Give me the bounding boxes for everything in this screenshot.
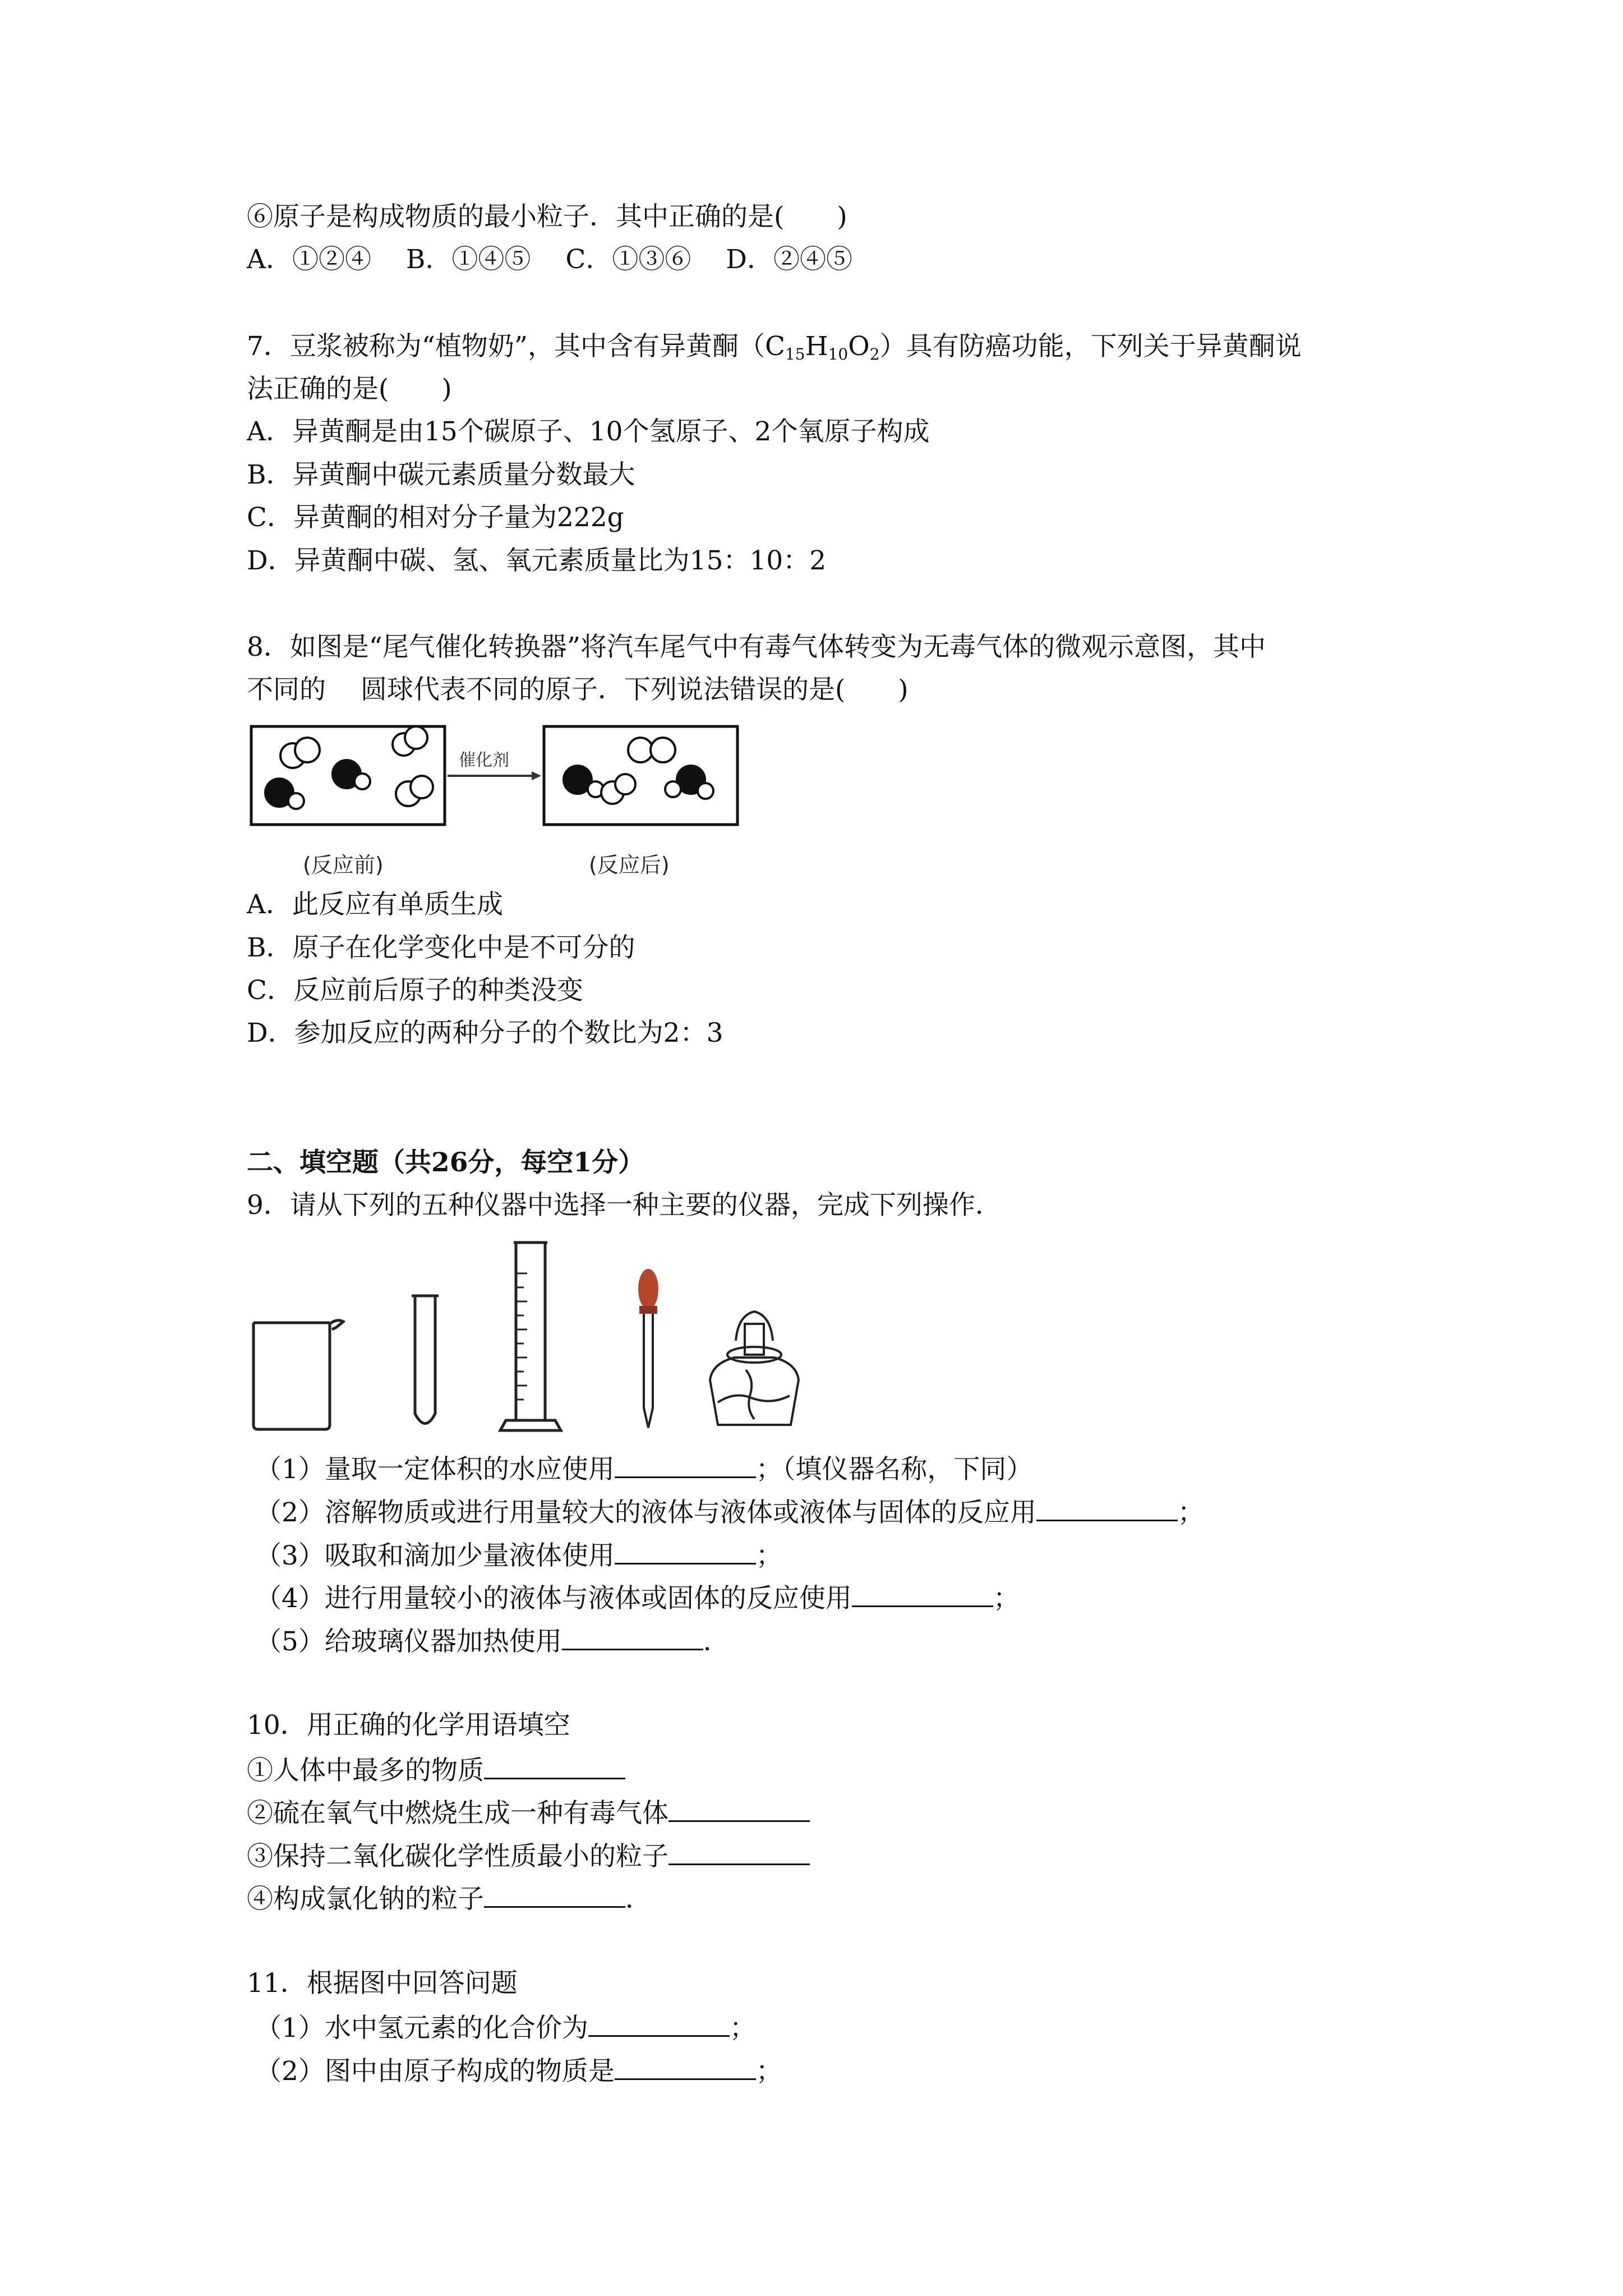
q9-item-3: （3）吸取和滴加少量液体使用 ； xyxy=(255,1537,782,1573)
answer-blank[interactable] xyxy=(668,1795,810,1822)
q10-item-1: ①人体中最多的物质 xyxy=(247,1752,625,1788)
answer-blank[interactable] xyxy=(1036,1494,1178,1521)
answer-blank[interactable] xyxy=(615,2053,756,2080)
q6-options: A．①②④ B．①④⑤ C．①③⑥ D．②④⑤ xyxy=(247,244,852,275)
o2-molecule xyxy=(601,774,635,804)
alcohol-lamp-icon xyxy=(710,1312,799,1425)
q10-item-3: ③保持二氧化碳化学性质最小的粒子 xyxy=(247,1838,810,1874)
co2-molecule xyxy=(564,766,603,797)
q7-option-a: A．异黄酮是由15个碳原子、10个氢原子、2个氧原子构成 xyxy=(247,416,930,447)
o2-molecule xyxy=(393,726,427,756)
q10-item-2: ②硫在氧气中燃烧生成一种有毒气体 xyxy=(247,1795,810,1830)
answer-blank[interactable] xyxy=(562,1623,703,1650)
q11-stem: 11．根据图中回答问题 xyxy=(247,1968,518,1999)
co-molecule xyxy=(265,779,304,809)
instruments-illustration xyxy=(247,1240,808,1436)
section-heading: 二、填空题（共26分，每空1分） xyxy=(247,1147,645,1178)
answer-blank[interactable] xyxy=(852,1580,993,1607)
graduated-cylinder-icon xyxy=(500,1243,561,1430)
q10-stem: 10．用正确的化学用语填空 xyxy=(247,1710,570,1741)
q7-option-d: D．异黄酮中碳、氢、氧元素质量比为15：10：2 xyxy=(247,545,827,576)
q6-statement-6: ⑥原子是构成物质的最小粒子．其中正确的是( ) xyxy=(247,201,847,232)
q8-option-c: C．反应前后原子的种类没变 xyxy=(247,975,583,1006)
co-molecule xyxy=(333,760,370,789)
reaction-diagram xyxy=(247,721,751,884)
q8-option-b: B．原子在化学变化中是不可分的 xyxy=(247,932,635,963)
q8-option-d: D．参加反应的两种分子的个数比为2：3 xyxy=(247,1018,723,1048)
answer-blank[interactable] xyxy=(615,1451,756,1478)
answer-blank[interactable] xyxy=(588,2009,730,2037)
answer-blank[interactable] xyxy=(484,1880,625,1908)
answer-blank[interactable] xyxy=(668,1838,810,1865)
q9-stem: 9．请从下列的五种仪器中选择一种主要的仪器，完成下列操作． xyxy=(247,1190,1002,1221)
q8-option-a: A．此反应有单质生成 xyxy=(247,889,503,920)
q9-item-4: （4）进行用量较小的液体与液体或固体的反应使用 ； xyxy=(255,1580,1020,1616)
q9-item-5: （5）给玻璃仪器加热使用 ． xyxy=(255,1623,730,1659)
answer-blank[interactable] xyxy=(615,1537,756,1565)
q7-stem-line2: 法正确的是( ) xyxy=(247,374,452,404)
q8-stem-line2: 不同的 圆球代表不同的原子．下列说法错误的是( ) xyxy=(247,674,909,705)
dropper-icon xyxy=(638,1269,658,1428)
q10-item-4: ④构成氯化钠的粒子 ． xyxy=(247,1880,652,1916)
q8-stem: 8．如图是“尾气催化转换器”将汽车尾气中有毒气体转变为无毒气体的微观示意图，其中 xyxy=(247,632,1266,662)
q9-item-2: （2）溶解物质或进行用量较大的液体与液体或液体与固体的反应用 ； xyxy=(255,1494,1204,1530)
q7-option-b: B．异黄酮中碳元素质量分数最大 xyxy=(247,459,635,490)
o2-molecule xyxy=(280,738,320,768)
answer-blank[interactable] xyxy=(484,1752,625,1779)
q11-item-1: （1）水中氢元素的化合价为 ； xyxy=(255,2009,756,2045)
co2-molecule xyxy=(665,766,713,799)
q11-item-2: （2）图中由原子构成的物质是 ； xyxy=(255,2053,782,2088)
catalyst-label: 催化剂 xyxy=(459,751,509,770)
beaker-icon xyxy=(253,1320,343,1429)
q9-item-1: （1）量取一定体积的水应使用 ；（填仪器名称，下同） xyxy=(255,1451,1032,1487)
q7-stem: 7．豆浆被称为“植物奶”，其中含有异黄酮$(C_{15}H_{10}O_2)$具有防癌功能，下列关于异黄酮说 xyxy=(247,331,1302,364)
after-label: (反应后) xyxy=(589,853,670,877)
q7-option-c: C．异黄酮的相对分子量为222g xyxy=(247,502,624,533)
o2-molecule xyxy=(396,776,433,806)
o2-molecule xyxy=(628,738,675,762)
before-label: (反应前) xyxy=(303,853,384,877)
test-tube-icon xyxy=(412,1296,439,1424)
